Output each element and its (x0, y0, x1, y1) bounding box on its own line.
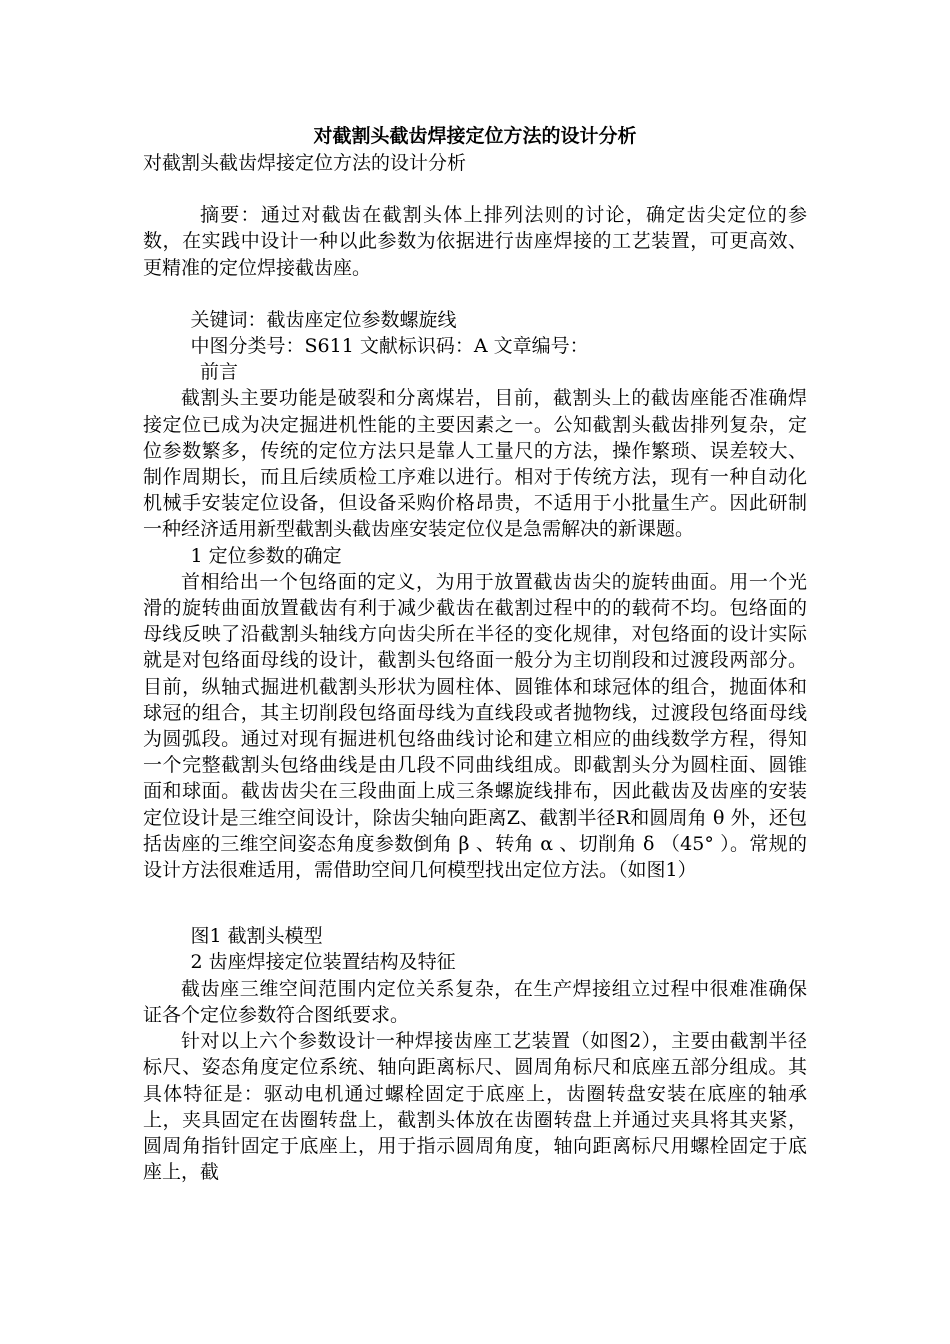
document-page (143, 122, 807, 1185)
figure1-placeholder (143, 883, 807, 923)
document-subtitle: 对截割头截齿焊接定位方法的设计分析 (143, 152, 467, 174)
classification-line: 中图分类号：S611 文献标识码：A 文章编号： (190, 335, 589, 358)
document-title: 对截割头截齿焊接定位方法的设计分析 (313, 125, 637, 147)
spacer (143, 176, 807, 202)
section1-paragraph: 首相给出一个包络面的定义，为用于放置截齿齿尖的旋转曲面。用一个光滑的旋转曲面放置截齿有利于减少截齿在截割过程中的的载荷不均。包络面的母线反映了沿截割头轴线方向齿尖所在半径的变化规律，对包络面的设计实际就是对包络面母线的设计，截割头包络面一般分为主切削段和过渡段两部分。目前，纵轴式掘进机截割头形状为圆柱体、圆锥体和球冠体的组合，抛面体和球冠的组合，其主切削段包络面母线为直线段或者抛物线，过渡段包络面母线为圆弧段。通过对现有掘进机包络曲线讨论和建立相应的曲线数学方程，得知一个完整截割头包络曲线是由几段不同曲线组成。即截割头分为圆柱面、圆锥面和球面。截齿齿尖在三段曲面上成三条螺旋线排布，因此截齿及齿座的安装定位设计是三维空间设计，除齿尖轴向距离Z、截割半径R和圆周角 θ 外，还包括齿座的三维空间姿态角度参数倒角 β 、转角 α 、切削角 δ （45° ）。常规的设计方法很难适用，需借助空间几何模型找出定位方法。（如图1） (143, 570, 807, 882)
figure1-caption: 图1 截割头模型 (190, 925, 323, 948)
section2-paragraph-1: 截齿座三维空间范围内定位关系复杂，在生产焊接组立过程中很难准确保证各个定位参数符合图纸要求。 (143, 977, 807, 1026)
preface-paragraph: 截割头主要功能是破裂和分离煤岩，目前，截割头上的截齿座能否准确焊接定位已成为决定掘进机性能的主要因素之一。公知截割头截齿排列复杂，定位参数繁多，传统的定位方法只是靠人工量尺的方法，操作繁琐、误差较大、制作周期长，而且后续质检工序难以进行。相对于传统方法，现有一种自动化机械手安装定位设备，但设备采购价格昂贵，不适用于小批量生产。因此研制一种经济适用新型截割头截齿座安装定位仪是急需解决的新课题。 (143, 387, 807, 541)
section2-heading: 2 齿座焊接定位装置结构及特征 (190, 951, 456, 974)
section2-paragraph-2: 针对以上六个参数设计一种焊接齿座工艺装置（如图2），主要由截割半径标尺、姿态角度定位系统、轴向距离标尺、圆周角标尺和底座五部分组成。其具体特征是：驱动电机通过螺栓固定于底座上，齿圈转盘安装在底座的轴承上，夹具固定在齿圈转盘上，截割头体放在齿圈转盘上并通过夹具将其夹紧，圆周角指针固定于底座上，用于指示圆周角度，轴向距离标尺用螺栓固定于底座上，截 (143, 1030, 807, 1184)
keywords-line: 关键词：截齿座定位参数螺旋线 (190, 308, 457, 331)
preface-heading: 前言 (200, 361, 239, 384)
abstract-paragraph: 摘要：通过对截齿在截割头体上排列法则的讨论，确定齿尖定位的参数，在实践中设计一种以此参数为依据进行齿座焊接的工艺装置，可更高效、更精准的定位焊接截齿座。 (143, 204, 807, 279)
section1-heading: 1 定位参数的确定 (190, 544, 342, 567)
spacer (143, 281, 807, 307)
